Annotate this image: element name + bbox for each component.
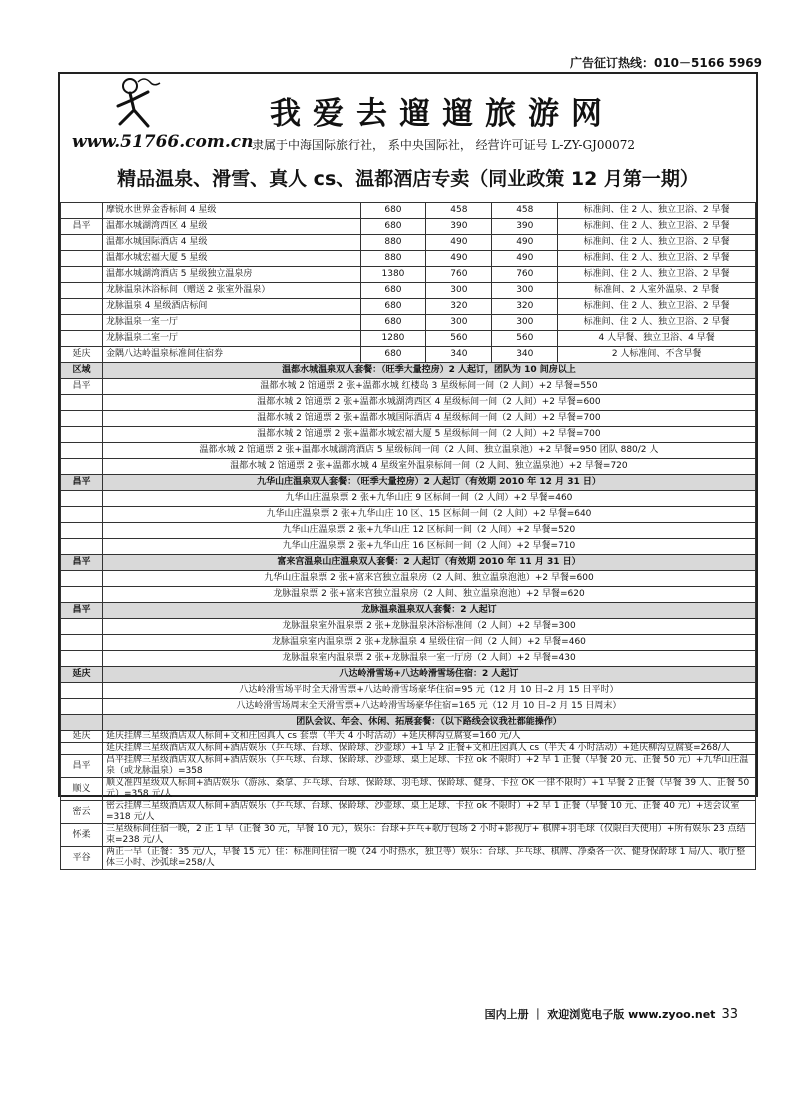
rack-price-cell: 680 <box>360 315 426 331</box>
meeting-row <box>61 778 756 801</box>
meeting-section-header <box>61 715 756 731</box>
section-title: 八达岭滑雪场+八达岭滑雪场住宿：2 人起订 <box>102 667 755 683</box>
region-cell: 怀柔 <box>61 824 103 847</box>
package-text: 龙脉温泉室外温泉票 2 张+龙脉温泉沐浴标准间（2 人间）+2 早餐=300 <box>102 619 755 635</box>
region-cell <box>61 491 103 507</box>
section-region-cell <box>61 715 103 731</box>
hotel-name-cell: 龙脉温泉 4 星级酒店标间 <box>102 299 360 315</box>
price-table <box>60 202 756 870</box>
package-text: 温都水城 2 馆通票 2 张+温都水城湖湾西区 4 星级标间一间（2 人间）+2 早餐=600 <box>102 395 755 411</box>
region-cell <box>61 683 103 699</box>
weekday-price-cell: 300 <box>426 283 492 299</box>
hotel-name-cell: 摩锐水世界金香标间 4 星级 <box>102 203 360 219</box>
weekend-price-cell: 458 <box>492 203 558 219</box>
package-text: 九华山庄温泉票 2 张+九华山庄 9 区标间一间（2 人间）+2 早餐=460 <box>102 491 755 507</box>
site-url: www.51766.com.cn <box>72 132 254 152</box>
room-note-cell: 标准间、住 2 人、独立卫浴、2 早餐 <box>558 219 756 235</box>
hotel-row <box>61 251 756 267</box>
rack-price-cell: 680 <box>360 283 426 299</box>
region-cell <box>61 411 103 427</box>
region-cell <box>61 251 103 267</box>
region-cell <box>61 395 103 411</box>
region-cell: 顺义 <box>61 778 103 801</box>
section-title: 九华山庄温泉双人套餐：（旺季大量控房）2 人起订（有效期 2010 年 12 月 31 日） <box>102 475 755 491</box>
rack-price-cell: 680 <box>360 203 426 219</box>
meeting-text: 两正一早（正餐：35 元/人，早餐 15 元）住：标准间住宿一晚（24 小时热水，独卫等）娱乐：台球、乒乓球、棋牌、净桑各一次、健身保龄球 1 局/人、歌厅整体三小时、沙弧球=258/人 <box>102 847 755 870</box>
package-section-header <box>61 603 756 619</box>
hotel-row <box>61 347 756 363</box>
package-text: 九华山庄温泉票 2 张+九华山庄 16 区标间一间（2 人间）+2 早餐=710 <box>102 539 755 555</box>
room-note-cell: 标准间、住 2 人、独立卫浴、2 早餐 <box>558 267 756 283</box>
region-cell: 延庆 <box>61 731 103 743</box>
weekend-price-cell: 320 <box>492 299 558 315</box>
region-cell <box>61 203 103 219</box>
section-region-cell: 延庆 <box>61 667 103 683</box>
weekend-price-cell: 760 <box>492 267 558 283</box>
weekend-price-cell: 490 <box>492 251 558 267</box>
hotel-row <box>61 235 756 251</box>
package-row <box>61 699 756 715</box>
package-section-header <box>61 363 756 379</box>
meeting-row <box>61 824 756 847</box>
package-section-header <box>61 667 756 683</box>
hotel-name-cell: 温都水城湖湾酒店 5 星级独立温泉房 <box>102 267 360 283</box>
package-text: 温都水城 2 馆通票 2 张+温都水城国际酒店 4 星级标间一间（2 人间）+2 早餐=700 <box>102 411 755 427</box>
page-footer <box>485 1006 738 1022</box>
section-title: 温都水城温泉双人套餐：（旺季大量控房）2 人起订，团队为 10 间房以上 <box>102 363 755 379</box>
region-cell <box>61 507 103 523</box>
page-frame <box>58 72 758 868</box>
section-title: 富来宫温泉山庄温泉双人套餐：2 人起订（有效期 2010 年 11 月 31 日） <box>102 555 755 571</box>
package-row <box>61 507 756 523</box>
package-text: 温都水城 2 馆通票 2 张+温都水城湖湾酒店 5 星级标间一间（2 人间、独立温泉池）+2 早餐=950 团队 880/2 人 <box>102 443 755 459</box>
region-cell <box>61 743 103 755</box>
package-row <box>61 523 756 539</box>
package-row <box>61 491 756 507</box>
region-cell <box>61 427 103 443</box>
package-row <box>61 571 756 587</box>
rack-price-cell: 680 <box>360 299 426 315</box>
rack-price-cell: 880 <box>360 251 426 267</box>
meeting-text: 延庆挂牌三星级酒店双人标间+文和庄园真人 cs 套票（半天 4 小时活动）+延庆柳沟豆腐宴=160 元/人 <box>102 731 755 743</box>
meeting-text: 顺义准四星级双人标间+酒店娱乐（游泳、桑拿、乒乓球、台球、保龄球、羽毛球、保龄球、健身、卡拉 OK 一律不限时）+1 早餐 2 正餐（早餐 39 人、正餐 50 元）=358 元/人 <box>102 778 755 801</box>
hotel-row <box>61 219 756 235</box>
page-number: 33 <box>721 1007 738 1022</box>
meeting-row <box>61 801 756 824</box>
weekday-price-cell: 490 <box>426 235 492 251</box>
weekend-price-cell: 300 <box>492 283 558 299</box>
meeting-row <box>61 743 756 755</box>
ad-hotline: 广告征订热线：010－5166 5969 <box>569 56 762 70</box>
meeting-text: 昌平挂牌三星级酒店双人标间+酒店娱乐（乒乓球、台球、保龄球、沙壶球、桌上足球、卡拉 ok 不限时）+2 早 1 正餐（早餐 20 元、正餐 50 元）+九华山庄温泉（或龙脉温泉）=358 <box>102 755 755 778</box>
package-text: 龙脉温泉票 2 张+富来宫独立温泉房（2 人间、独立温泉泡池）+2 早餐=620 <box>102 587 755 603</box>
weekday-price-cell: 300 <box>426 315 492 331</box>
hotel-row <box>61 331 756 347</box>
hotel-row <box>61 299 756 315</box>
meeting-row <box>61 847 756 870</box>
meeting-text: 密云挂牌三星级酒店双人标间+酒店娱乐（乒乓球、台球、保龄球、沙壶球、桌上足球、卡拉 ok 不限时）+2 早 1 正餐（早餐 10 元、正餐 40 元）+送会议室 =318 元/人 <box>102 801 755 824</box>
masthead <box>60 74 756 190</box>
weekday-price-cell: 490 <box>426 251 492 267</box>
room-note-cell: 标准间、住 2 人、独立卫浴、2 早餐 <box>558 299 756 315</box>
region-cell <box>61 315 103 331</box>
package-text: 温都水城 2 馆通票 2 张+温都水城 红楼岛 3 星级标间一间（2 人间）+2 早餐=550 <box>102 379 755 395</box>
meeting-row <box>61 755 756 778</box>
package-text: 九华山庄温泉票 2 张+富来宫独立温泉房（2 人间、独立温泉泡池）+2 早餐=600 <box>102 571 755 587</box>
region-cell <box>61 267 103 283</box>
region-cell <box>61 523 103 539</box>
running-figure-logo-icon <box>108 76 168 136</box>
rack-price-cell: 680 <box>360 219 426 235</box>
region-cell: 延庆 <box>61 347 103 363</box>
rack-price-cell: 1380 <box>360 267 426 283</box>
hotel-name-cell: 龙脉温泉一室一厅 <box>102 315 360 331</box>
package-row <box>61 651 756 667</box>
region-cell: 密云 <box>61 801 103 824</box>
package-row <box>61 619 756 635</box>
hotel-row <box>61 203 756 219</box>
hotel-name-cell: 龙脉温泉沐浴标间（赠送 2 张室外温泉） <box>102 283 360 299</box>
package-text: 八达岭滑雪场周末全天滑雪票+八达岭滑雪场豪华住宿=165 元（12 月 10 日–2 月 15 日周末） <box>102 699 755 715</box>
section-title: 团队会议、年会、休闲、拓展套餐：（以下路线会议我社都能操作） <box>102 715 755 731</box>
hotel-name-cell: 温都水城宏福大厦 5 星级 <box>102 251 360 267</box>
rack-price-cell: 1280 <box>360 331 426 347</box>
weekday-price-cell: 320 <box>426 299 492 315</box>
room-note-cell: 标准间、2 人室外温泉、2 早餐 <box>558 283 756 299</box>
weekend-price-cell: 490 <box>492 235 558 251</box>
meeting-row <box>61 731 756 743</box>
section-region-cell: 昌平 <box>61 603 103 619</box>
weekend-price-cell: 300 <box>492 315 558 331</box>
region-cell <box>61 331 103 347</box>
weekend-price-cell: 390 <box>492 219 558 235</box>
rack-price-cell: 880 <box>360 235 426 251</box>
weekday-price-cell: 390 <box>426 219 492 235</box>
hotel-row <box>61 267 756 283</box>
region-cell <box>61 699 103 715</box>
page-headline: 精品温泉、滑雪、真人 cs、温都酒店专卖（同业政策 12 月第一期） <box>117 168 699 190</box>
package-row <box>61 411 756 427</box>
package-row <box>61 395 756 411</box>
weekend-price-cell: 340 <box>492 347 558 363</box>
weekday-price-cell: 560 <box>426 331 492 347</box>
package-text: 温都水城 2 馆通票 2 张+温都水城 4 星级室外温泉标间一间（2 人间、独立温泉池）+2 早餐=720 <box>102 459 755 475</box>
footer-text: 国内上册 ｜ 欢迎浏览电子版 www.zyoo.net <box>484 1008 716 1021</box>
package-row <box>61 427 756 443</box>
package-section-header <box>61 475 756 491</box>
site-name: 我爱去遛遛旅游网 <box>270 96 614 132</box>
region-cell <box>61 571 103 587</box>
region-cell <box>61 619 103 635</box>
room-note-cell: 标准间、住 2 人、独立卫浴、2 早餐 <box>558 251 756 267</box>
package-row <box>61 635 756 651</box>
section-region-cell: 昌平 <box>61 475 103 491</box>
package-text: 九华山庄温泉票 2 张+九华山庄 10 区、15 区标间一间（2 人间）+2 早餐=640 <box>102 507 755 523</box>
hotel-name-cell: 金隅八达岭温泉标准间住宿券 <box>102 347 360 363</box>
region-cell: 平谷 <box>61 847 103 870</box>
region-cell: 昌平 <box>61 379 103 395</box>
hotel-name-cell: 温都水城国际酒店 4 星级 <box>102 235 360 251</box>
hotel-name-cell: 温都水城湖湾西区 4 星级 <box>102 219 360 235</box>
section-region-cell: 昌平 <box>61 555 103 571</box>
hotel-row <box>61 315 756 331</box>
region-cell: 昌平 <box>61 219 103 235</box>
package-text: 九华山庄温泉票 2 张+九华山庄 12 区标间一间（2 人间）+2 早餐=520 <box>102 523 755 539</box>
package-row <box>61 443 756 459</box>
region-cell <box>61 587 103 603</box>
package-row <box>61 379 756 395</box>
weekday-price-cell: 458 <box>426 203 492 219</box>
section-region-cell: 区域 <box>61 363 103 379</box>
room-note-cell: 标准间、住 2 人、独立卫浴、2 早餐 <box>558 315 756 331</box>
region-cell <box>61 235 103 251</box>
package-text: 龙脉温泉室内温泉票 2 张+龙脉温泉一室一厅房（2 人间）+2 早餐=430 <box>102 651 755 667</box>
package-row <box>61 539 756 555</box>
room-note-cell: 标准间、住 2 人、独立卫浴、2 早餐 <box>558 203 756 219</box>
region-cell <box>61 283 103 299</box>
hotel-row <box>61 283 756 299</box>
region-cell: 昌平 <box>61 755 103 778</box>
region-cell <box>61 539 103 555</box>
hotel-name-cell: 龙脉温泉二室一厅 <box>102 331 360 347</box>
room-note-cell: 2 人标准间、不含早餐 <box>558 347 756 363</box>
package-text: 龙脉温泉室内温泉票 2 张+龙脉温泉 4 星级住宿一间（2 人间）+2 早餐=460 <box>102 635 755 651</box>
package-text: 八达岭滑雪场平时全天滑雪票+八达岭滑雪场豪华住宿=95 元（12 月 10 日–2 月 15 日平时） <box>102 683 755 699</box>
package-row <box>61 587 756 603</box>
section-title: 龙脉温泉温泉双人套餐：2 人起订 <box>102 603 755 619</box>
room-note-cell: 4 人早餐、独立卫浴、4 早餐 <box>558 331 756 347</box>
room-note-cell: 标准间、住 2 人、独立卫浴、2 早餐 <box>558 235 756 251</box>
region-cell <box>61 635 103 651</box>
package-row <box>61 683 756 699</box>
region-cell <box>61 651 103 667</box>
region-cell <box>61 443 103 459</box>
weekday-price-cell: 340 <box>426 347 492 363</box>
package-row <box>61 459 756 475</box>
region-cell <box>61 459 103 475</box>
package-text: 温都水城 2 馆通票 2 张+温都水城宏福大厦 5 星级标间一间（2 人间）+2 早餐=700 <box>102 427 755 443</box>
weekend-price-cell: 560 <box>492 331 558 347</box>
rack-price-cell: 680 <box>360 347 426 363</box>
region-cell <box>61 299 103 315</box>
meeting-text: 延庆挂牌三星级酒店双人标间+酒店娱乐（乒乓球、台球、保龄球、沙壶球）+1 早 2 正餐+文和庄园真人 cs（半天 4 小时活动）+延庆柳沟豆腐宴=268/人 <box>102 743 755 755</box>
meeting-text: 三星级标间住宿一晚，2 正 1 早（正餐 30 元，早餐 10 元），娱乐：台球+乒乓+歌厅包场 2 小时+影视厅+ 棋牌+羽毛球（仅限白天使用）+所有娱乐 23 点结束=238 元/人 <box>102 824 755 847</box>
package-section-header <box>61 555 756 571</box>
license-info: 隶属于中海国际旅行社， 系中央国际社， 经营许可证号 L-ZY-GJ00072 <box>252 138 636 152</box>
weekday-price-cell: 760 <box>426 267 492 283</box>
